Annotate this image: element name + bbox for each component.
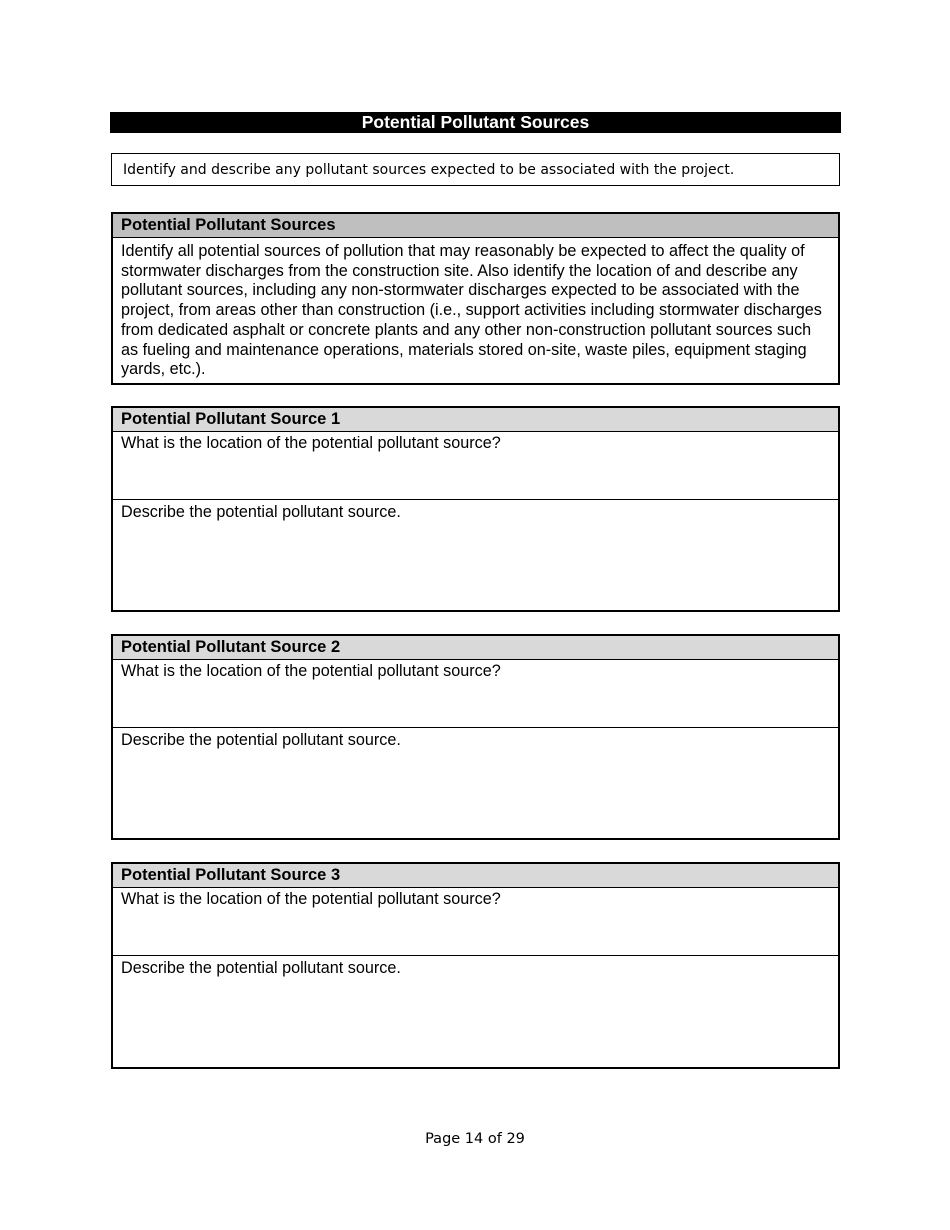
instruction-box: Identify and describe any pollutant sources expected to be associated with the project. — [111, 153, 840, 186]
source-header: Potential Pollutant Source 1 — [113, 408, 838, 432]
intro-body: Identify all potential sources of pollution that may reasonably be expected to affect the quality of stormwater discharges from the construction site. Also identify the location of and describe any pollutant sources, including any non-stormwater discharges expected to be associated with the project, from areas other than construction (i.e., support activities including stormwater discharges from dedicated asphalt or concrete plants and any other non-construction pollutant sources such as fueling and maintenance operations, materials stored on-site, waste piles, equipment staging yards, etc.). — [121, 242, 822, 379]
description-field[interactable]: Describe the potential pollutant source. — [121, 959, 401, 977]
source-section-1 — [111, 406, 840, 612]
location-field[interactable]: What is the location of the potential pollutant source? — [113, 432, 838, 500]
description-field[interactable]: Describe the potential pollutant source. — [121, 503, 401, 521]
description-field[interactable]: Describe the potential pollutant source. — [121, 731, 401, 749]
page-title: Potential Pollutant Sources — [110, 112, 841, 133]
page-number: Page 14 of 29 — [425, 1131, 525, 1147]
location-field[interactable]: What is the location of the potential pollutant source? — [113, 660, 838, 728]
source-section-2 — [111, 634, 840, 840]
source-section-3 — [111, 862, 840, 1069]
source-header: Potential Pollutant Source 2 — [113, 636, 838, 660]
intro-section — [111, 212, 840, 385]
source-header: Potential Pollutant Source 3 — [113, 864, 838, 888]
location-field[interactable]: What is the location of the potential pollutant source? — [113, 888, 838, 956]
intro-header: Potential Pollutant Sources — [113, 214, 838, 238]
